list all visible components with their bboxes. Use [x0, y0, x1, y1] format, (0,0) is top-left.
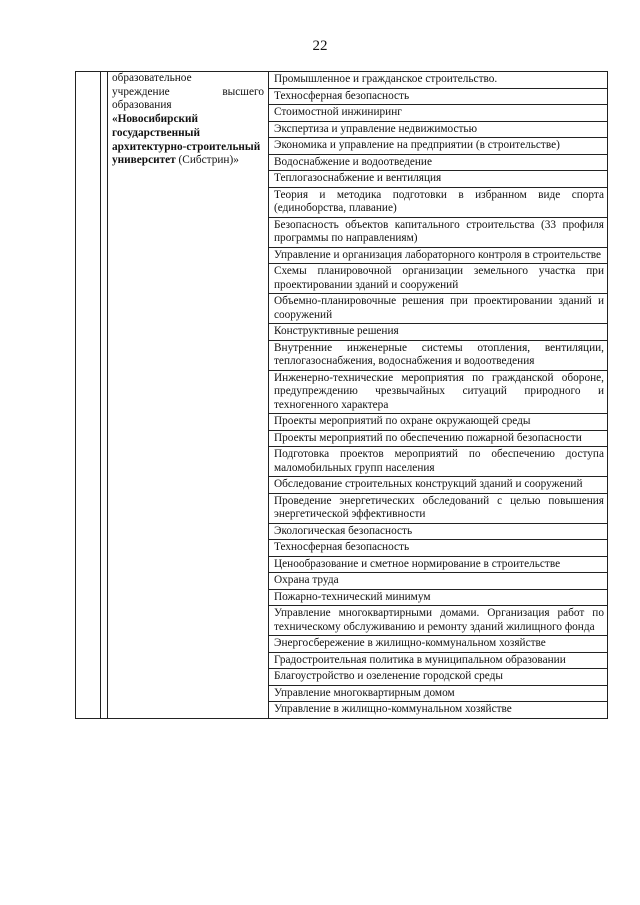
program-cell: Обследование строительных конструкций зданий и сооружений: [269, 477, 608, 494]
organization-cell: [108, 72, 269, 719]
programs-table-body: [76, 72, 608, 719]
program-cell: Техносферная безопасность: [269, 540, 608, 557]
org-name-suffix: (Сибстрин)»: [175, 154, 239, 167]
program-cell: Конструктивные решения: [269, 324, 608, 341]
program-cell: Экспертиза и управление недвижимостью: [269, 121, 608, 138]
program-cell: Схемы планировочной организации земельного участка при проектировании зданий и сооружений: [269, 264, 608, 294]
program-cell: Подготовка проектов мероприятий по обеспечению доступа маломобильных групп населения: [269, 447, 608, 477]
program-cell: Безопасность объектов капитального строительства (33 профиля программы по направлениям): [269, 217, 608, 247]
table-row: [76, 72, 608, 89]
org-name-bold: «Новосибирский государственный архитектурно-строительный университет: [112, 113, 261, 167]
program-cell: Благоустройство и озеленение городской среды: [269, 669, 608, 686]
program-cell: Энергосбережение в жилищно-коммунальном хозяйстве: [269, 636, 608, 653]
program-cell: Пожарно-технический минимум: [269, 589, 608, 606]
program-cell: Внутренние инженерные системы отопления, вентиляции, теплогазоснабжения, водоснабжения и водоотведения: [269, 340, 608, 370]
program-cell: Промышленное и гражданское строительство.: [269, 72, 608, 89]
program-cell: Градостроительная политика в муниципальном образовании: [269, 652, 608, 669]
program-cell: Проекты мероприятий по охране окружающей среды: [269, 414, 608, 431]
program-cell: Инженерно-технические мероприятия по гражданской обороне, предупреждению чрезвычайных ситуаций природного и техногенного характера: [269, 370, 608, 414]
spacer-cell: [101, 72, 108, 719]
program-cell: Управление и организация лабораторного контроля в строительстве: [269, 247, 608, 264]
program-cell: Теория и методика подготовки в избранном виде спорта (единоборства, плавание): [269, 187, 608, 217]
program-cell: Проведение энергетических обследований с целью повышения энергетической эффективности: [269, 493, 608, 523]
program-cell: Экономика и управление на предприятии (в строительстве): [269, 138, 608, 155]
program-cell: Водоснабжение и водоотведение: [269, 154, 608, 171]
org-line-1: образовательное: [112, 72, 192, 84]
number-cell: [76, 72, 101, 719]
program-cell: Техносферная безопасность: [269, 88, 608, 105]
program-cell: Теплогазоснабжение и вентиляция: [269, 171, 608, 188]
program-cell: Управление многоквартирным домом: [269, 685, 608, 702]
organization-name: [112, 72, 264, 168]
program-cell: Экологическая безопасность: [269, 523, 608, 540]
org-line-3: образования: [112, 99, 172, 112]
program-cell: Управление многоквартирными домами. Организация работ по техническому обслуживанию и ремонту зданий жилищного фонда: [269, 606, 608, 636]
page-number: 22: [312, 38, 328, 54]
program-cell: Ценообразование и сметное нормирование в строительстве: [269, 556, 608, 573]
program-cell: Проекты мероприятий по обеспечению пожарной безопасности: [269, 430, 608, 447]
org-line-2: учреждение высшего: [112, 85, 264, 98]
program-cell: Охрана труда: [269, 573, 608, 590]
program-cell: Стоимостной инжиниринг: [269, 105, 608, 122]
program-cell: Объемно-планировочные решения при проектировании зданий и сооружений: [269, 294, 608, 324]
programs-table: [75, 71, 608, 719]
program-cell: Управление в жилищно-коммунальном хозяйстве: [269, 702, 608, 719]
